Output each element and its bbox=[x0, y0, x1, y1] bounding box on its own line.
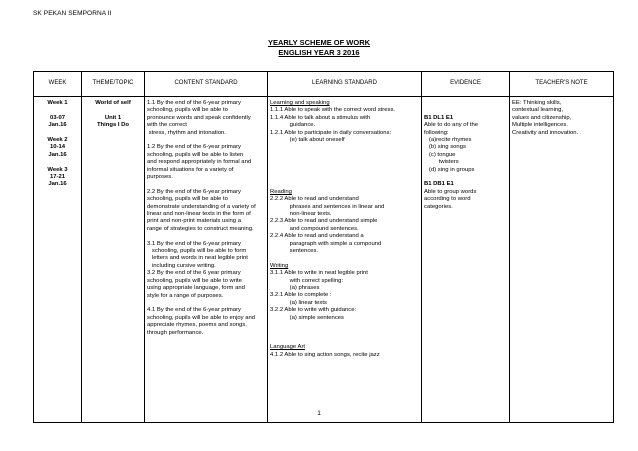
cell-line: 17-21 bbox=[49, 174, 66, 181]
cell-line: with correct spelling: bbox=[270, 277, 344, 284]
cell-line: style for a range of purposes. bbox=[147, 292, 224, 299]
cell-line: 1.2.1 Able to participate in daily conversations: bbox=[270, 129, 392, 136]
cell-line: values and citizenship, bbox=[512, 114, 572, 121]
cell-line: Unit 1 bbox=[104, 114, 122, 121]
cell-line: Creativity and innovation. bbox=[512, 129, 579, 136]
cell-line: 2.2.2 Able to read and understand bbox=[270, 196, 359, 203]
cell-line: schooling, pupils will be able to listen bbox=[147, 151, 244, 158]
cell-line: and respond appropriately in formal and bbox=[147, 159, 252, 166]
cell-line bbox=[270, 167, 419, 174]
cell-line: schooling, pupils will be able to bbox=[147, 107, 228, 114]
cell-line: (b) sing songs bbox=[424, 144, 466, 151]
cell-line: (e) talk about oneself bbox=[270, 137, 345, 144]
cell-line: 3.2 By the end of the 6 year primary bbox=[147, 270, 241, 277]
cell-line: (a) simple sentences bbox=[270, 314, 344, 321]
cell-line: Week 2 bbox=[47, 137, 68, 143]
cell-line: schooling, pupils will be able to form bbox=[147, 248, 247, 255]
cell-line: phrases and sentences in linear and bbox=[270, 203, 385, 210]
cell-line: sentences. bbox=[270, 248, 319, 255]
cell-line: informal situations for a variety of bbox=[147, 166, 234, 173]
cell-line bbox=[270, 337, 419, 344]
cell-line: 3.1.1 Able to write in neat legible print bbox=[270, 270, 368, 277]
header-teachers-note: TEACHER'S NOTE bbox=[510, 72, 614, 97]
cell-line: non-linear texts. bbox=[270, 211, 332, 217]
cell-line: paragraph with simple a compound bbox=[270, 240, 382, 247]
cell-line bbox=[270, 159, 419, 166]
cell-line: Things I Do bbox=[96, 122, 130, 129]
cell-line: 1.1 By the end of the 6-year primary bbox=[147, 100, 241, 106]
cell-line: 03-07 bbox=[49, 114, 66, 121]
cell-line bbox=[270, 144, 419, 151]
header-evidence: EVIDENCE bbox=[422, 72, 510, 97]
cell-line: Week 3 bbox=[47, 166, 68, 173]
cell-line: (d) sing in groups bbox=[424, 166, 475, 173]
page-number: 1 bbox=[317, 410, 321, 417]
cell-line: 3.2.2 Able to write with guidance: bbox=[270, 307, 357, 314]
cell-line: (a)recite rhymes bbox=[424, 137, 472, 143]
cell-line bbox=[270, 322, 419, 329]
cell-line: schooling, pupils will be able to bbox=[147, 196, 228, 203]
cell-line: range of strategies to construct meaning. bbox=[147, 225, 254, 232]
document-title: YEARLY SCHEME OF WORK bbox=[267, 38, 371, 47]
learning-standard-cell bbox=[268, 97, 422, 423]
week-cell bbox=[34, 97, 82, 423]
cell-line bbox=[36, 107, 79, 114]
cell-line: linear and non-linear texts in the form of bbox=[147, 211, 251, 218]
cell-line bbox=[270, 181, 419, 188]
cell-line bbox=[424, 174, 507, 181]
cell-line bbox=[84, 107, 142, 114]
theme-cell bbox=[82, 97, 145, 423]
cell-line: Able to group words bbox=[424, 188, 477, 195]
cell-line: print and non-print materials using a bbox=[147, 218, 241, 225]
cell-line bbox=[147, 233, 265, 240]
cell-line: Writing bbox=[270, 262, 289, 269]
cell-line bbox=[270, 174, 419, 181]
school-name: SK PEKAN SEMPORNA II bbox=[33, 10, 112, 17]
cell-line: contextual learning, bbox=[512, 107, 564, 114]
cell-line bbox=[147, 300, 265, 307]
table-header-row bbox=[34, 72, 614, 97]
cell-line: pronounce words and speak confidently bbox=[147, 114, 251, 121]
cell-line: Reading bbox=[270, 188, 292, 195]
cell-line: guidance. bbox=[270, 122, 316, 129]
cell-line: through performance. bbox=[147, 329, 204, 336]
cell-line: schooling, pupils will be able to write bbox=[147, 277, 242, 284]
cell-line bbox=[147, 181, 265, 188]
cell-line: appreciate rhymes, poems and songs, bbox=[147, 322, 247, 329]
table-row bbox=[34, 97, 614, 423]
cell-line: categories. bbox=[424, 203, 453, 210]
cell-line: following: bbox=[424, 129, 449, 136]
cell-line: Able to do any of the bbox=[424, 122, 479, 129]
cell-line: (c) tongue bbox=[424, 151, 456, 158]
cell-line: 2.2 By the end of the 6-year primary bbox=[147, 188, 241, 195]
cell-line: Week 1 bbox=[47, 100, 68, 106]
cell-line: (a) linear texts bbox=[270, 299, 327, 306]
cell-line bbox=[270, 255, 419, 262]
cell-line: B1 DB1 E1 bbox=[424, 181, 454, 188]
cell-line: Language Art bbox=[270, 344, 306, 351]
cell-line: 2.2.4 Able to read and understand a bbox=[270, 233, 364, 240]
cell-line: 1.2 By the end of the 6-year primary bbox=[147, 144, 241, 151]
cell-line: with the correct bbox=[147, 122, 187, 129]
document-subtitle: ENGLISH YEAR 3 2016 bbox=[278, 48, 360, 57]
cell-line: B1 DL1 E1 bbox=[424, 114, 454, 121]
cell-line: Learning and speaking bbox=[270, 100, 330, 106]
cell-line: demonstrate understanding of a variety of bbox=[147, 203, 256, 210]
header-week: WEEK bbox=[34, 72, 82, 97]
cell-line: Jan.16 bbox=[48, 181, 67, 188]
cell-line: 3.2.1 Able to complete : bbox=[270, 292, 332, 299]
cell-line bbox=[270, 152, 419, 159]
content-standard-cell bbox=[145, 97, 268, 423]
cell-line: stress, rhythm and intonation. bbox=[147, 129, 226, 136]
cell-line bbox=[36, 159, 79, 166]
cell-line: 4.1 By the end of the 6-year primary bbox=[147, 307, 241, 314]
cell-line bbox=[36, 130, 79, 137]
cell-line: 3.1 By the end of the 6-year primary bbox=[147, 240, 241, 247]
cell-line: twisters bbox=[424, 159, 459, 166]
cell-line bbox=[147, 137, 265, 144]
header-theme: THEME/TOPIC bbox=[82, 72, 145, 97]
cell-line: letters and words in neat legible print bbox=[147, 255, 248, 262]
cell-line: according to word bbox=[424, 196, 471, 203]
cell-line: using appropriate language, form and bbox=[147, 285, 245, 292]
scheme-table bbox=[33, 71, 614, 423]
cell-line: World of self bbox=[95, 100, 131, 106]
cell-line: Jan.16 bbox=[48, 151, 67, 158]
cell-line: EE: Thinking skills, bbox=[512, 100, 562, 106]
teachers-note-cell bbox=[510, 97, 614, 423]
cell-line: 4.1.2 Able to sing action songs, recite jazz bbox=[270, 351, 380, 358]
header-content-standard: CONTENT STANDARD bbox=[145, 72, 268, 97]
cell-line: 1.1.4 Able to talk about a stimulus with bbox=[270, 114, 371, 121]
cell-line: schooling, pupils will be able to enjoy and bbox=[147, 314, 256, 321]
cell-line: 10-14 bbox=[49, 144, 66, 151]
cell-line: purposes. bbox=[147, 174, 173, 181]
cell-line: 2.2.3 Able to read and understand simple bbox=[270, 218, 378, 225]
cell-line: 1.1.1 Able to speak with the correct word stress. bbox=[270, 107, 396, 114]
header-learning-standard: LEARNING STANDARD bbox=[268, 72, 422, 97]
cell-line bbox=[424, 107, 507, 114]
cell-line: and compound sentences. bbox=[270, 225, 359, 232]
evidence-cell bbox=[422, 97, 510, 423]
cell-line bbox=[424, 100, 507, 107]
cell-line: (a) phrases bbox=[270, 285, 320, 292]
cell-line bbox=[270, 329, 419, 336]
cell-line: Jan.16 bbox=[48, 122, 67, 129]
cell-line: Multiple intelligences. bbox=[512, 122, 568, 129]
cell-line: including cursive writing. bbox=[147, 262, 216, 269]
